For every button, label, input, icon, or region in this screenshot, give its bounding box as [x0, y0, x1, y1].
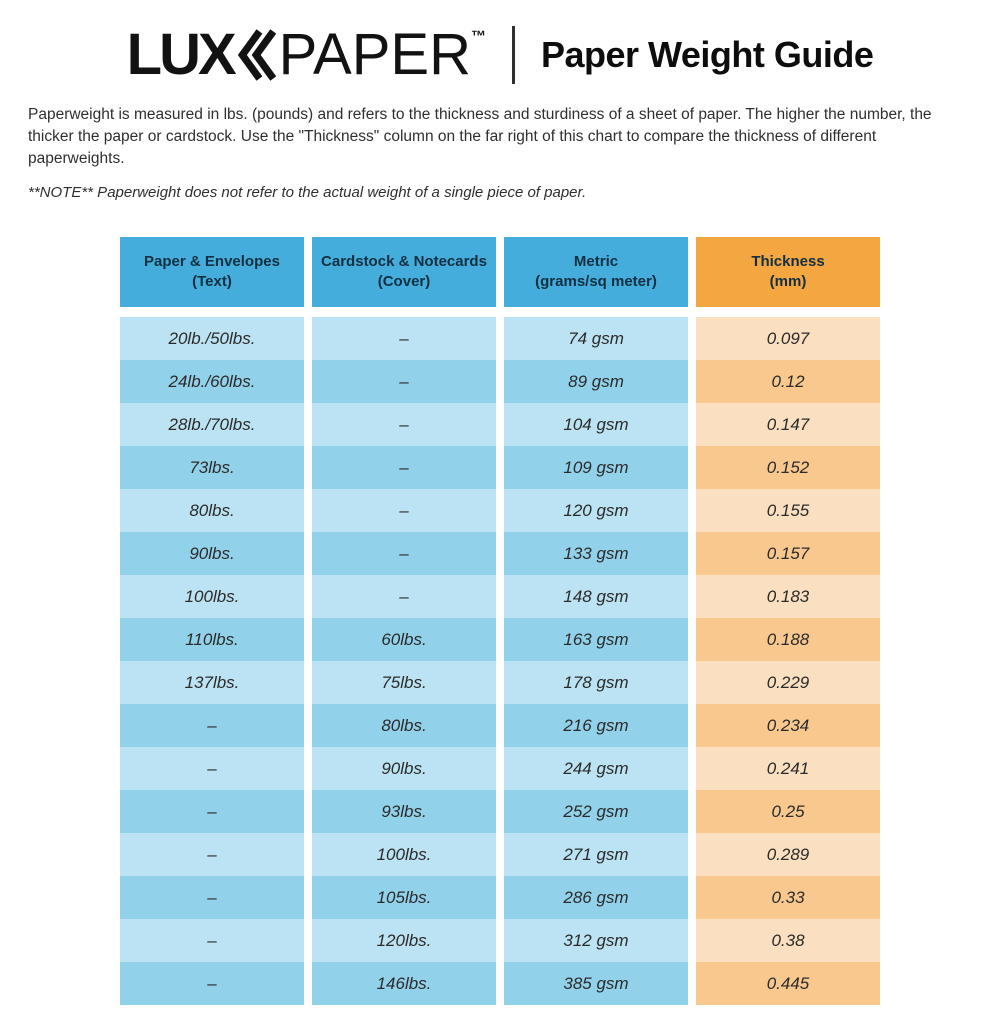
table-cell: –: [120, 790, 304, 833]
table-cell: 109 gsm: [504, 446, 688, 489]
table-cell: 0.33: [696, 876, 880, 919]
table-cell: 216 gsm: [504, 704, 688, 747]
table-cell: 80lbs.: [120, 489, 304, 532]
brand-bar: [0, 22, 1000, 88]
table-cell: 0.097: [696, 317, 880, 360]
table-cell: –: [120, 962, 304, 1005]
intro-paragraph: Paperweight is measured in lbs. (pounds) and refers to the thickness and sturdiness of a sheet of paper. The higher the number, the thicker the paper or cardstock. Use the "Thickness" column on the far right of this chart to compare the thickness of different paperweights.: [28, 106, 932, 167]
table-cell: 105lbs.: [312, 876, 496, 919]
table-cell: 0.241: [696, 747, 880, 790]
table-cell: –: [312, 360, 496, 403]
table-cell: 0.445: [696, 962, 880, 1005]
table-cell: 0.188: [696, 618, 880, 661]
table-cell: 110lbs.: [120, 618, 304, 661]
table-cell: 120 gsm: [504, 489, 688, 532]
double-left-chevron-icon: [237, 29, 277, 81]
table-cell: 100lbs.: [120, 575, 304, 618]
table-cell: –: [312, 489, 496, 532]
column-header-sublabel: (Text): [192, 273, 232, 290]
table-cell: 133 gsm: [504, 532, 688, 575]
table-cell: 28lb./70lbs.: [120, 403, 304, 446]
table-cell: 0.229: [696, 661, 880, 704]
table-cell: 252 gsm: [504, 790, 688, 833]
table-cell: 163 gsm: [504, 618, 688, 661]
table-cell: 286 gsm: [504, 876, 688, 919]
table-cell: 74 gsm: [504, 317, 688, 360]
table-cell: –: [312, 532, 496, 575]
table-cell: 90lbs.: [120, 532, 304, 575]
table-cell: 80lbs.: [312, 704, 496, 747]
page-title: Paper Weight Guide: [540, 34, 874, 75]
table-cell: –: [120, 747, 304, 790]
logo-lux-text: LUX: [126, 22, 234, 87]
table-cell: –: [120, 704, 304, 747]
column-header-thickness: [696, 237, 880, 307]
table-cell: –: [312, 317, 496, 360]
column-header-label: Metric: [573, 253, 619, 270]
column-header-label: Paper & Envelopes: [144, 253, 280, 270]
table-cell: 90lbs.: [312, 747, 496, 790]
table-cell: 0.152: [696, 446, 880, 489]
column-header-cardstock-notecards: [312, 237, 496, 307]
logo-paper-text: PAPER: [278, 22, 471, 87]
lux-paper-logo: [126, 22, 486, 87]
table-cell: 0.12: [696, 360, 880, 403]
paper-weight-table: [120, 237, 880, 1005]
table-cell: –: [120, 919, 304, 962]
column-header-sublabel: (grams/sq meter): [535, 273, 657, 290]
table-cell: 24lb./60lbs.: [120, 360, 304, 403]
header-row-spacer: [120, 307, 880, 317]
table-cell: 178 gsm: [504, 661, 688, 704]
trademark-symbol: ™: [470, 28, 486, 45]
table-cell: 146lbs.: [312, 962, 496, 1005]
table-cell: 100lbs.: [312, 833, 496, 876]
column-header-label: Cardstock & Notecards: [321, 253, 487, 270]
table-cell: 0.155: [696, 489, 880, 532]
table-cell: 89 gsm: [504, 360, 688, 403]
table-cell: –: [120, 833, 304, 876]
table-cell: 0.183: [696, 575, 880, 618]
table-cell: 0.38: [696, 919, 880, 962]
table-cell: –: [312, 575, 496, 618]
table-cell: 385 gsm: [504, 962, 688, 1005]
table-cell: 137lbs.: [120, 661, 304, 704]
table-cell: 0.234: [696, 704, 880, 747]
table-cell: 271 gsm: [504, 833, 688, 876]
column-header-sublabel: (mm): [769, 273, 807, 290]
table-cell: 148 gsm: [504, 575, 688, 618]
table-cell: 0.147: [696, 403, 880, 446]
table-cell: 0.157: [696, 532, 880, 575]
table-cell: 73lbs.: [120, 446, 304, 489]
table-cell: 75lbs.: [312, 661, 496, 704]
table-cell: –: [312, 446, 496, 489]
table-cell: 0.25: [696, 790, 880, 833]
table-cell: 104 gsm: [504, 403, 688, 446]
header-divider: [512, 26, 515, 84]
table-cell: 0.289: [696, 833, 880, 876]
table-cell: 60lbs.: [312, 618, 496, 661]
column-header-sublabel: (Cover): [377, 273, 431, 290]
note-paragraph: **NOTE** Paperweight does not refer to the actual weight of a single piece of paper.: [28, 184, 587, 201]
column-header-label: Thickness: [751, 253, 825, 270]
table-cell: –: [120, 876, 304, 919]
table-cell: 120lbs.: [312, 919, 496, 962]
table-cell: 20lb./50lbs.: [120, 317, 304, 360]
table-cell: 312 gsm: [504, 919, 688, 962]
table-cell: 93lbs.: [312, 790, 496, 833]
table-cell: –: [312, 403, 496, 446]
column-header-paper-envelopes: [120, 237, 304, 307]
column-header-metric: [504, 237, 688, 307]
table-cell: 244 gsm: [504, 747, 688, 790]
